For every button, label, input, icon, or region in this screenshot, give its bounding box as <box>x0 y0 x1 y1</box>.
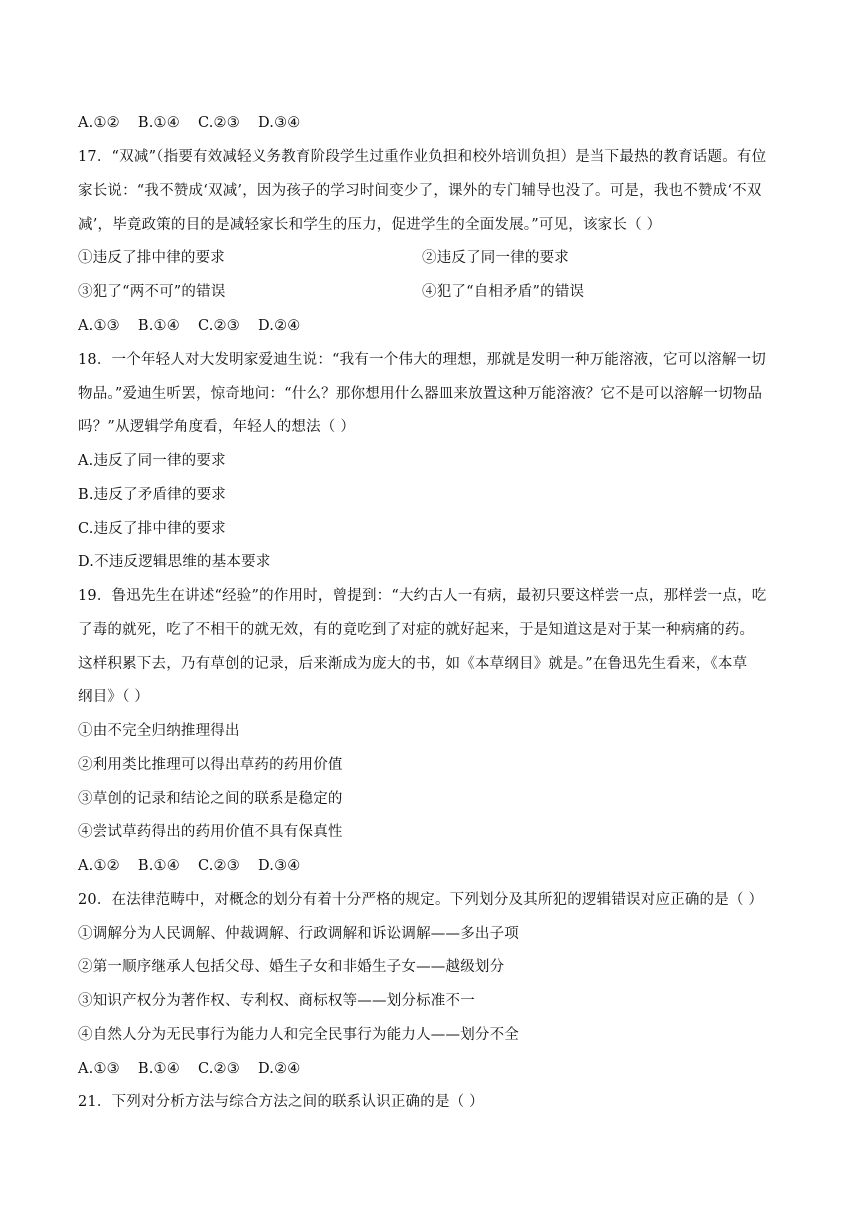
q20-item-2: ②第一顺序继承人包括父母、婚生子女和非婚生子女——越级划分 <box>78 959 505 975</box>
option-d: D.②④ <box>257 318 301 334</box>
option-a: A.①② <box>78 115 120 131</box>
q17-item-1: ①违反了排中律的要求 <box>78 250 225 266</box>
q19-item-4: ④尝试草药得出的药用价值不具有保真性 <box>78 824 343 840</box>
option-a: A.①③ <box>78 1061 120 1077</box>
q19-stem-line: 这样积累下去，乃有草创的记录，后来渐成为庞大的书，如《本草纲目》就是。”在鲁迅先生看来，《本草 <box>78 656 748 672</box>
option-b: B.①④ <box>137 1061 180 1077</box>
option-d: D.③④ <box>257 858 301 874</box>
q19-options <box>78 856 782 876</box>
q21-stem-line: 21．下列对分析方法与综合方法之间的联系认识正确的是（ ） <box>78 1094 484 1110</box>
q20-item-3: ③知识产权分为著作权、专利权、商标权等——划分标准不一 <box>78 993 475 1009</box>
q18-stem-line: 18．一个年轻人对大发明家爱迪生说：“我有一个伟大的理想，那就是发明一种万能溶液，它可以溶解一切 <box>78 352 766 368</box>
q19-stem-line: 了毒的就死，吃了不相干的就无效，有的竟吃到了对症的就好起来，于是知道这是对于某一种病痛的药。 <box>78 622 755 638</box>
option-c: C.②③ <box>197 858 240 874</box>
q18-option-a: A.违反了同一律的要求 <box>78 453 226 469</box>
q20-stem-line: 20．在法律范畴中，对概念的划分有着十分严格的规定。下列划分及其所犯的逻辑错误对应正确的是（ ） <box>78 892 764 908</box>
option-d: D.③④ <box>257 115 301 131</box>
q16-options <box>78 113 782 133</box>
option-a: A.①③ <box>78 318 120 334</box>
q18-stem-line: 吗？”从逻辑学角度看，年轻人的想法（ ） <box>78 419 356 435</box>
option-a: A.①② <box>78 858 120 874</box>
q18-stem-line: 物品。”爱迪生听罢，惊奇地问：“什么？那你想用什么器皿来放置这种万能溶液？它不是可以溶解一切物品 <box>78 386 763 402</box>
option-d: D.②④ <box>257 1061 301 1077</box>
option-c: C.②③ <box>197 115 240 131</box>
q18-option-b: B.违反了矛盾律的要求 <box>78 487 226 503</box>
option-c: C.②③ <box>197 1061 240 1077</box>
q18-option-c: C.违反了排中律的要求 <box>78 521 226 537</box>
option-c: C.②③ <box>197 318 240 334</box>
q17-options <box>78 316 782 336</box>
q19-stem-line: 19．鲁迅先生在讲述“经验”的作用时，曾提到：“大约古人一有病，最初只要这样尝一点，那样尝一点，吃 <box>78 588 767 604</box>
q20-item-1: ①调解分为人民调解、仲裁调解、行政调解和诉讼调解——多出子项 <box>78 926 519 942</box>
option-b: B.①④ <box>137 858 180 874</box>
q17-stem-line: 家长说：“我不赞成‘双减’，因为孩子的学习时间变少了，课外的专门辅导也没了。可是，我也不赞成‘不双 <box>78 183 762 199</box>
q17-stem-line: 17．“双减”（指要有效减轻义务教育阶段学生过重作业负担和校外培训负担）是当下最热的教育话题。有位 <box>78 149 767 165</box>
q17-item-4: ④犯了“自相矛盾”的错误 <box>422 284 585 300</box>
q19-stem-line: 纲目》（ ） <box>78 689 150 705</box>
q18-option-d: D.不违反逻辑思维的基本要求 <box>78 554 271 570</box>
q20-options <box>78 1059 782 1079</box>
q17-item-3: ③犯了“两不可”的错误 <box>78 284 226 300</box>
option-b: B.①④ <box>137 115 180 131</box>
q19-item-3: ③草创的记录和结论之间的联系是稳定的 <box>78 791 343 807</box>
q17-item-2: ②违反了同一律的要求 <box>422 250 569 266</box>
option-b: B.①④ <box>137 318 180 334</box>
q19-item-1: ①由不完全归纳推理得出 <box>78 723 240 739</box>
q19-item-2: ②利用类比推理可以得出草药的药用价值 <box>78 757 343 773</box>
q20-item-4: ④自然人分为无民事行为能力人和完全民事行为能力人——划分不全 <box>78 1027 519 1043</box>
q17-stem-line: 减’，毕竟政策的目的是减轻家长和学生的压力，促进学生的全面发展。”可见，该家长（ ） <box>78 217 662 233</box>
